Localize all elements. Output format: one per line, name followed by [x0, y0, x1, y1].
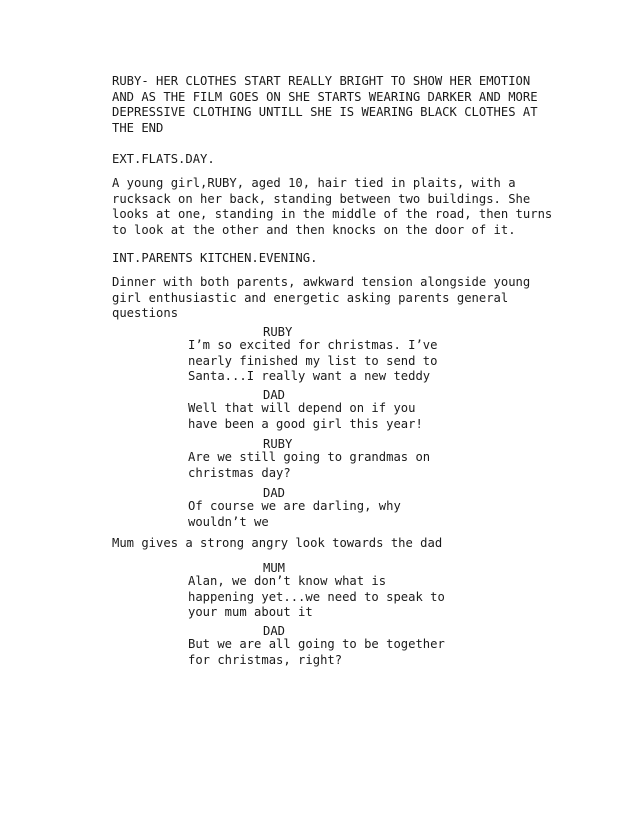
character-cue: DAD	[263, 388, 286, 402]
character-cue: DAD	[263, 624, 286, 638]
scene-heading-ext-flats: EXT.FLATS.DAY.	[112, 152, 215, 166]
dialogue-line: Alan, we don’t know what is happening yet...we need to speak to your mum about it	[188, 574, 445, 619]
dialogue-line: Are we still going to grandmas on christmas day?	[188, 450, 431, 480]
character-cue: RUBY	[263, 437, 293, 451]
action-dinner: Dinner with both parents, awkward tension alongside young girl enthusiastic and energetic asking parents general questions	[112, 275, 531, 320]
dialogue-line: Well that will depend on if you have been a good girl this year!	[188, 401, 423, 431]
dialogue-line: Of course we are darling, why wouldn’t we	[188, 499, 401, 529]
dialogue-line: But we are all going to be together for christmas, right?	[188, 637, 445, 667]
character-cue: MUM	[263, 561, 286, 575]
character-cue: DAD	[263, 486, 286, 500]
dialogue-line: I’m so excited for christmas. I’ve nearly finished my list to send to Santa...I really want a new teddy	[188, 338, 438, 383]
action-mum-look: Mum gives a strong angry look towards the dad	[112, 536, 443, 550]
action-ruby-intro: A young girl,RUBY, aged 10, hair tied in plaits, with a rucksack on her back, standing between two buildings. She looks at one, standing in the middle of the road, then turns to look at the other and then knocks on the door of it.	[112, 176, 553, 237]
character-cue: RUBY	[263, 325, 293, 339]
scene-heading-int-kitchen: INT.PARENTS KITCHEN.EVENING.	[112, 251, 318, 265]
character-note: RUBY- HER CLOTHES START REALLY BRIGHT TO SHOW HER EMOTION AND AS THE FILM GOES ON SHE STARTS WEARING DARKER AND MORE DEPRESSIVE CLOTHING UNTILL SHE IS WEARING BLACK CLOTHES AT THE END	[112, 74, 538, 135]
